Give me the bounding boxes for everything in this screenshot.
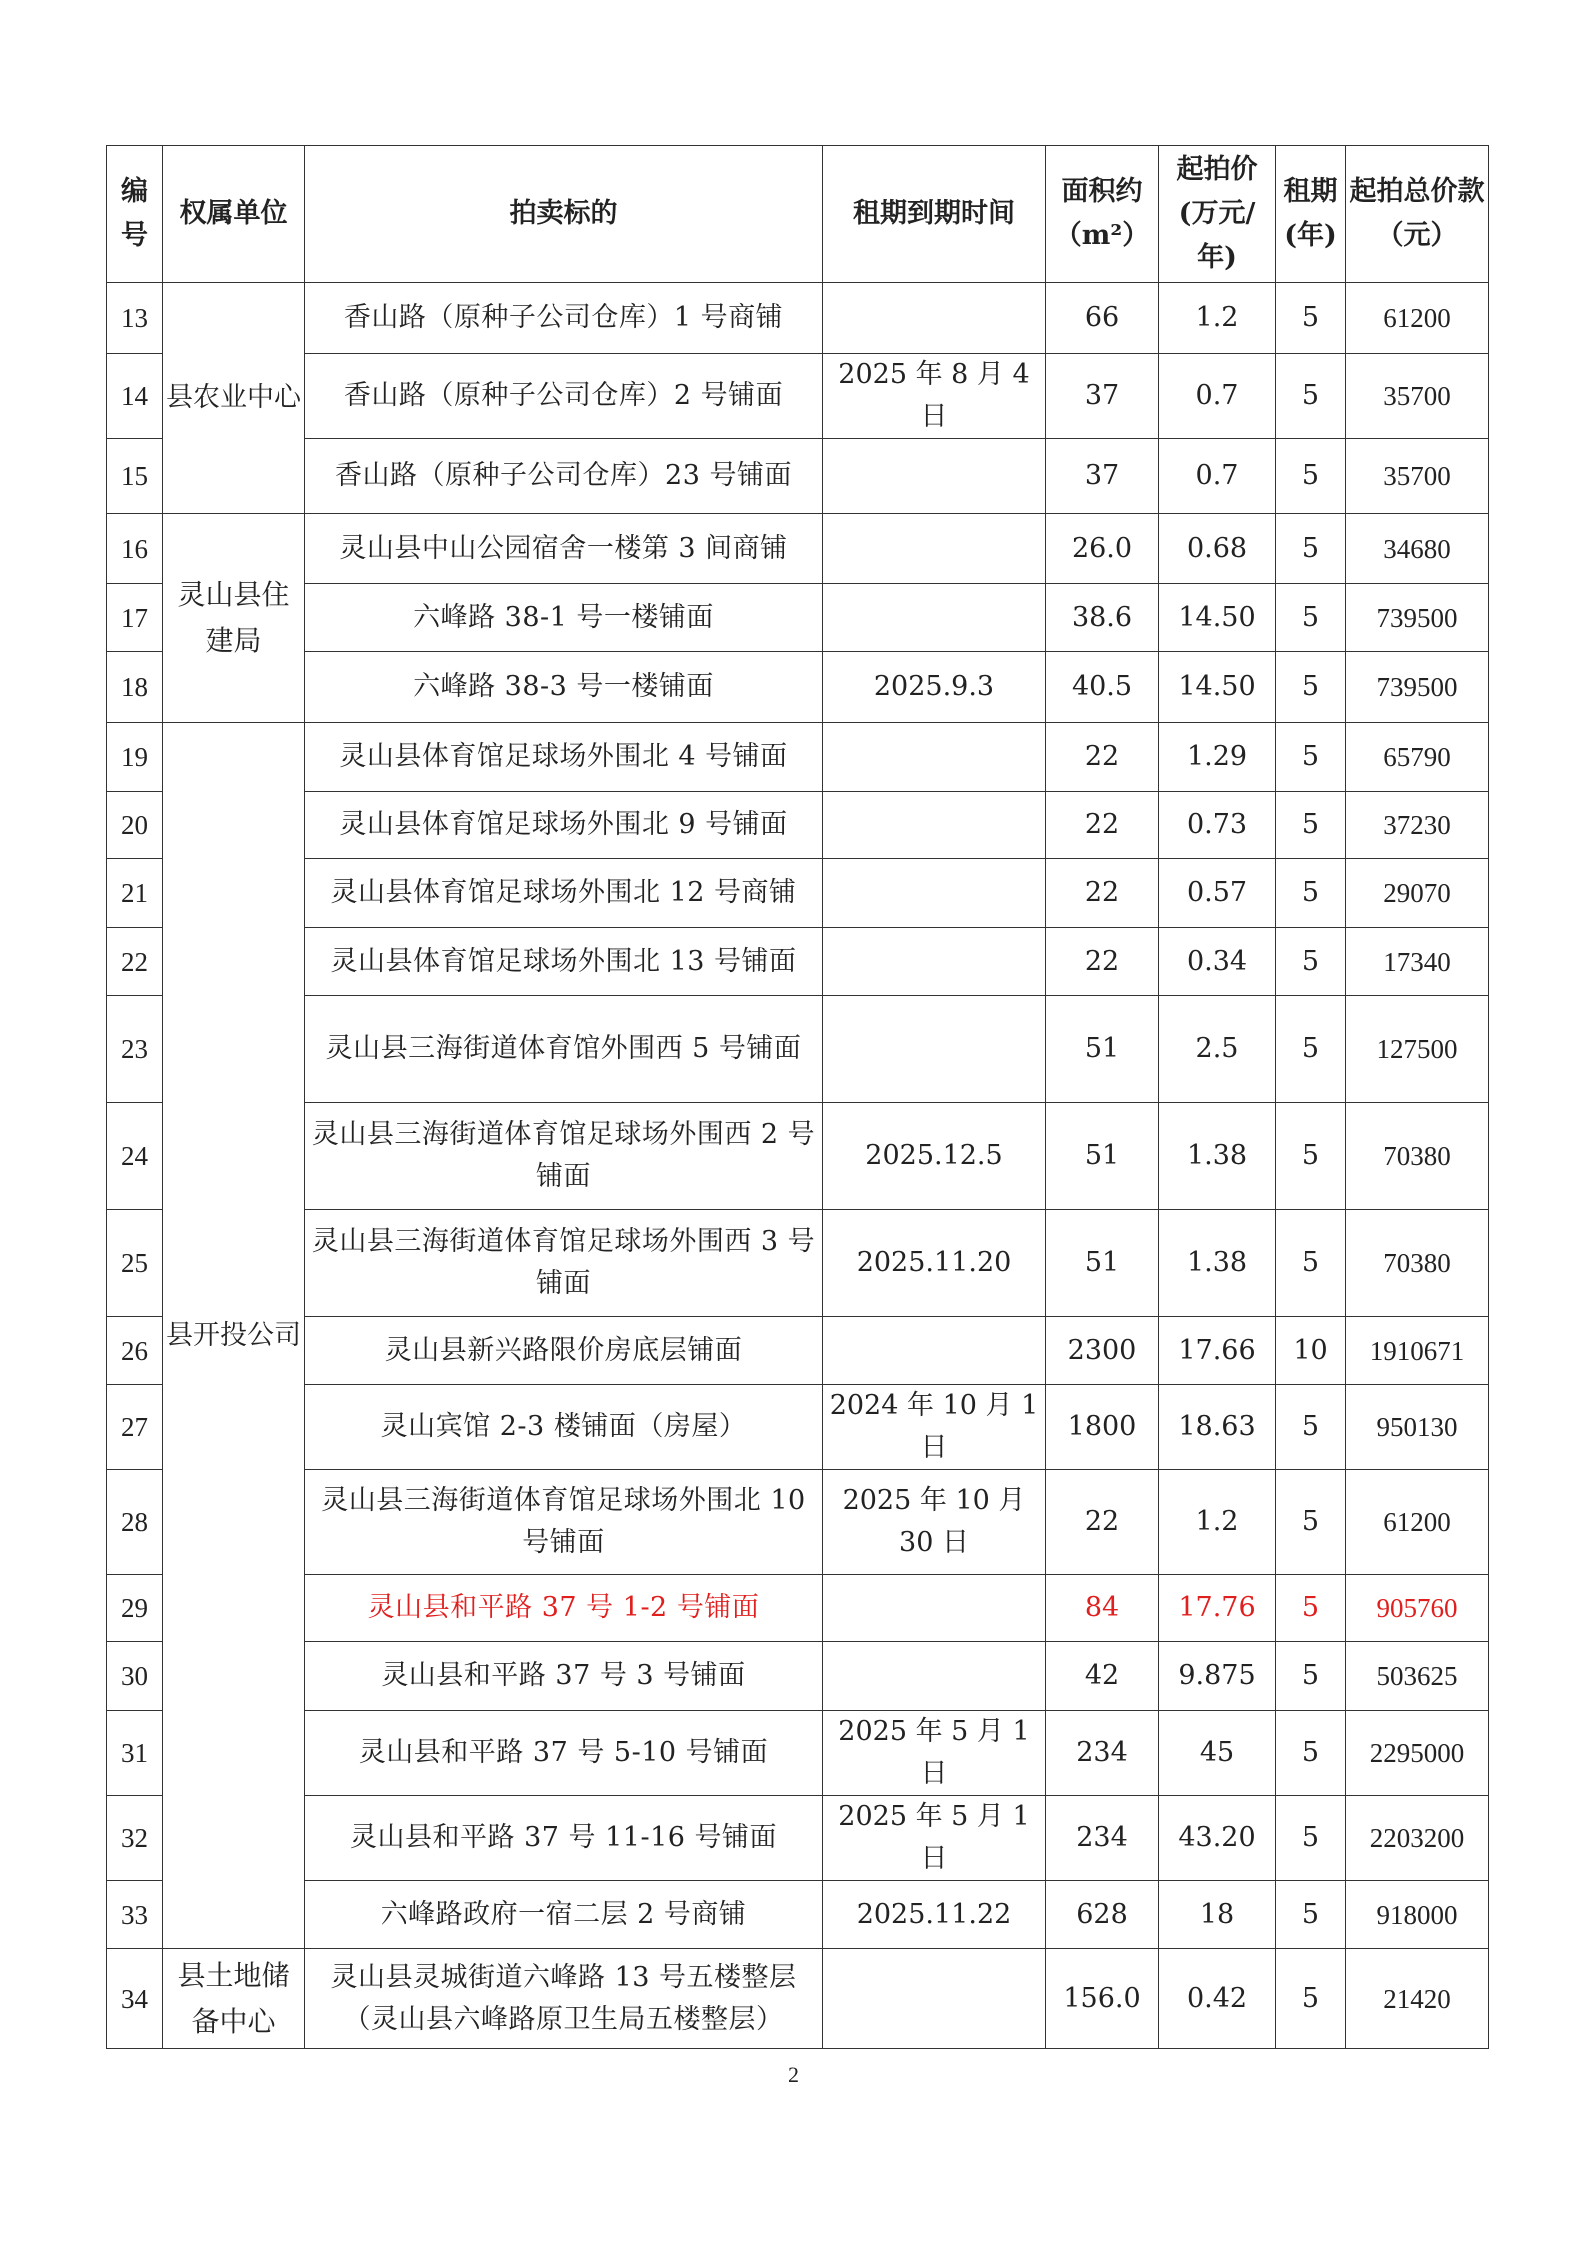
- total-price-cell: 34680: [1346, 514, 1489, 584]
- table-row: [107, 859, 1489, 928]
- start-price-cell: 1.2: [1159, 283, 1276, 354]
- owner-unit-cell: 县开投公司: [163, 723, 305, 1949]
- auction-target-cell: 灵山县体育馆足球场外围北 13 号铺面: [305, 928, 823, 996]
- area-cell: 51: [1046, 1103, 1159, 1210]
- header-price: 起拍价(万元/年): [1159, 146, 1276, 283]
- auction-target-cell: 六峰路政府一宿二层 2 号商铺: [305, 1881, 823, 1949]
- area-cell: 66: [1046, 283, 1159, 354]
- area-cell: 26.0: [1046, 514, 1159, 584]
- area-cell: 2300: [1046, 1317, 1159, 1385]
- auction-target-cell: 灵山县三海街道体育馆足球场外围西 3 号铺面: [305, 1210, 823, 1317]
- lease-due-cell: 2025.12.5: [823, 1103, 1046, 1210]
- area-cell: 37: [1046, 354, 1159, 439]
- lease-term-cell: 5: [1276, 1642, 1346, 1711]
- area-cell: 37: [1046, 439, 1159, 514]
- row-no-cell: 23: [107, 996, 163, 1103]
- table-row: [107, 584, 1489, 652]
- auction-target-cell: 灵山县灵城街道六峰路 13 号五楼整层（灵山县六峰路原卫生局五楼整层）: [305, 1949, 823, 2049]
- auction-target-cell: 灵山县体育馆足球场外围北 12 号商铺: [305, 859, 823, 928]
- lease-term-cell: 5: [1276, 1210, 1346, 1317]
- auction-table: [106, 145, 1489, 2049]
- lease-due-cell: [823, 283, 1046, 354]
- row-no-cell: 25: [107, 1210, 163, 1317]
- table-row: [107, 1881, 1489, 1949]
- auction-table-container: [106, 145, 1488, 2038]
- row-no-cell: 31: [107, 1711, 163, 1796]
- total-price-cell: 70380: [1346, 1210, 1489, 1317]
- auction-target-cell: 灵山县体育馆足球场外围北 4 号铺面: [305, 723, 823, 792]
- area-cell: 51: [1046, 1210, 1159, 1317]
- table-row: [107, 1470, 1489, 1575]
- total-price-cell: 739500: [1346, 652, 1489, 723]
- total-price-cell: 61200: [1346, 283, 1489, 354]
- auction-target-cell: 灵山县三海街道体育馆足球场外围西 2 号铺面: [305, 1103, 823, 1210]
- area-cell: 22: [1046, 792, 1159, 859]
- row-no-cell: 24: [107, 1103, 163, 1210]
- row-no-cell: 30: [107, 1642, 163, 1711]
- total-price-cell: 35700: [1346, 354, 1489, 439]
- auction-target-cell: 灵山县和平路 37 号 11-16 号铺面: [305, 1796, 823, 1881]
- lease-due-cell: [823, 439, 1046, 514]
- table-row: [107, 1949, 1489, 2049]
- table-row: [107, 652, 1489, 723]
- row-no-cell: 26: [107, 1317, 163, 1385]
- lease-due-cell: [823, 996, 1046, 1103]
- auction-target-cell: 灵山县和平路 37 号 5-10 号铺面: [305, 1711, 823, 1796]
- lease-term-cell: 5: [1276, 1385, 1346, 1470]
- header-due-date: 租期到期时间: [823, 146, 1046, 283]
- owner-unit-cell: 灵山县住建局: [163, 514, 305, 723]
- total-price-cell: 65790: [1346, 723, 1489, 792]
- auction-target-cell: 灵山县体育馆足球场外围北 9 号铺面: [305, 792, 823, 859]
- lease-term-cell: 5: [1276, 1949, 1346, 2049]
- row-no-cell: 15: [107, 439, 163, 514]
- table-row: [107, 1642, 1489, 1711]
- area-cell: 38.6: [1046, 584, 1159, 652]
- total-price-cell: 503625: [1346, 1642, 1489, 1711]
- lease-due-cell: [823, 1575, 1046, 1642]
- lease-due-cell: 2025.11.22: [823, 1881, 1046, 1949]
- lease-term-cell: 5: [1276, 928, 1346, 996]
- lease-due-cell: 2025 年 10 月 30 日: [823, 1470, 1046, 1575]
- start-price-cell: 1.38: [1159, 1210, 1276, 1317]
- auction-target-cell: 六峰路 38-1 号一楼铺面: [305, 584, 823, 652]
- start-price-cell: 1.38: [1159, 1103, 1276, 1210]
- header-owner: 权属单位: [163, 146, 305, 283]
- total-price-cell: 17340: [1346, 928, 1489, 996]
- auction-target-cell: 香山路（原种子公司仓库）2 号铺面: [305, 354, 823, 439]
- header-target: 拍卖标的: [305, 146, 823, 283]
- table-row: [107, 792, 1489, 859]
- row-no-cell: 19: [107, 723, 163, 792]
- auction-target-cell: 香山路（原种子公司仓库）1 号商铺: [305, 283, 823, 354]
- lease-due-cell: 2025 年 8 月 4 日: [823, 354, 1046, 439]
- total-price-cell: 905760: [1346, 1575, 1489, 1642]
- table-row: [107, 1575, 1489, 1642]
- lease-term-cell: 5: [1276, 859, 1346, 928]
- table-row: [107, 996, 1489, 1103]
- area-cell: 234: [1046, 1711, 1159, 1796]
- lease-term-cell: 5: [1276, 354, 1346, 439]
- total-price-cell: 61200: [1346, 1470, 1489, 1575]
- total-price-cell: 35700: [1346, 439, 1489, 514]
- lease-term-cell: 5: [1276, 514, 1346, 584]
- start-price-cell: 14.50: [1159, 584, 1276, 652]
- row-no-cell: 27: [107, 1385, 163, 1470]
- auction-target-cell: 灵山县新兴路限价房底层铺面: [305, 1317, 823, 1385]
- start-price-cell: 0.7: [1159, 354, 1276, 439]
- lease-due-cell: 2024 年 10 月 1 日: [823, 1385, 1046, 1470]
- start-price-cell: 0.42: [1159, 1949, 1276, 2049]
- auction-target-cell: 灵山县中山公园宿舍一楼第 3 间商铺: [305, 514, 823, 584]
- start-price-cell: 2.5: [1159, 996, 1276, 1103]
- lease-due-cell: [823, 928, 1046, 996]
- row-no-cell: 18: [107, 652, 163, 723]
- total-price-cell: 2295000: [1346, 1711, 1489, 1796]
- lease-due-cell: 2025.11.20: [823, 1210, 1046, 1317]
- table-row: [107, 1796, 1489, 1881]
- row-no-cell: 34: [107, 1949, 163, 2049]
- lease-term-cell: 5: [1276, 1711, 1346, 1796]
- area-cell: 40.5: [1046, 652, 1159, 723]
- start-price-cell: 18: [1159, 1881, 1276, 1949]
- lease-term-cell: 5: [1276, 1470, 1346, 1575]
- lease-due-cell: [823, 792, 1046, 859]
- lease-term-cell: 10: [1276, 1317, 1346, 1385]
- area-cell: 234: [1046, 1796, 1159, 1881]
- row-no-cell: 33: [107, 1881, 163, 1949]
- table-row: [107, 283, 1489, 354]
- total-price-cell: 2203200: [1346, 1796, 1489, 1881]
- lease-term-cell: 5: [1276, 283, 1346, 354]
- lease-due-cell: [823, 1642, 1046, 1711]
- page-number: 2: [788, 2062, 799, 2087]
- row-no-cell: 16: [107, 514, 163, 584]
- area-cell: 22: [1046, 928, 1159, 996]
- auction-target-cell: 灵山县和平路 37 号 3 号铺面: [305, 1642, 823, 1711]
- header-term: 租期(年): [1276, 146, 1346, 283]
- lease-due-cell: [823, 1949, 1046, 2049]
- start-price-cell: 0.7: [1159, 439, 1276, 514]
- table-row: [107, 1103, 1489, 1210]
- start-price-cell: 9.875: [1159, 1642, 1276, 1711]
- start-price-cell: 45: [1159, 1711, 1276, 1796]
- total-price-cell: 950130: [1346, 1385, 1489, 1470]
- area-cell: 42: [1046, 1642, 1159, 1711]
- table-row: [107, 1711, 1489, 1796]
- area-cell: 156.0: [1046, 1949, 1159, 2049]
- lease-term-cell: 5: [1276, 996, 1346, 1103]
- header-row: [107, 146, 1489, 283]
- auction-target-cell: 六峰路 38-3 号一楼铺面: [305, 652, 823, 723]
- start-price-cell: 0.68: [1159, 514, 1276, 584]
- row-no-cell: 13: [107, 283, 163, 354]
- start-price-cell: 14.50: [1159, 652, 1276, 723]
- start-price-cell: 0.57: [1159, 859, 1276, 928]
- owner-unit-cell: 县土地储备中心: [163, 1949, 305, 2049]
- area-cell: 1800: [1046, 1385, 1159, 1470]
- owner-unit-cell: 县农业中心: [163, 283, 305, 514]
- row-no-cell: 21: [107, 859, 163, 928]
- area-cell: 22: [1046, 1470, 1159, 1575]
- lease-due-cell: [823, 584, 1046, 652]
- row-no-cell: 32: [107, 1796, 163, 1881]
- table-row: [107, 928, 1489, 996]
- row-no-cell: 29: [107, 1575, 163, 1642]
- lease-term-cell: 5: [1276, 1103, 1346, 1210]
- total-price-cell: 21420: [1346, 1949, 1489, 2049]
- area-cell: 51: [1046, 996, 1159, 1103]
- table-row: [107, 1210, 1489, 1317]
- lease-term-cell: 5: [1276, 1796, 1346, 1881]
- lease-term-cell: 5: [1276, 584, 1346, 652]
- auction-target-cell: 灵山宾馆 2-3 楼铺面（房屋）: [305, 1385, 823, 1470]
- lease-due-cell: [823, 723, 1046, 792]
- table-row: [107, 723, 1489, 792]
- start-price-cell: 1.2: [1159, 1470, 1276, 1575]
- total-price-cell: 739500: [1346, 584, 1489, 652]
- lease-term-cell: 5: [1276, 1881, 1346, 1949]
- header-total: 起拍总价款（元）: [1346, 146, 1489, 283]
- row-no-cell: 14: [107, 354, 163, 439]
- lease-due-cell: 2025 年 5 月 1 日: [823, 1796, 1046, 1881]
- table-row: [107, 354, 1489, 439]
- auction-target-cell: 灵山县三海街道体育馆足球场外围北 10 号铺面: [305, 1470, 823, 1575]
- total-price-cell: 70380: [1346, 1103, 1489, 1210]
- start-price-cell: 43.20: [1159, 1796, 1276, 1881]
- total-price-cell: 127500: [1346, 996, 1489, 1103]
- row-no-cell: 17: [107, 584, 163, 652]
- area-cell: 628: [1046, 1881, 1159, 1949]
- total-price-cell: 29070: [1346, 859, 1489, 928]
- auction-target-cell: 灵山县和平路 37 号 1-2 号铺面: [305, 1575, 823, 1642]
- table-row: [107, 514, 1489, 584]
- lease-due-cell: [823, 1317, 1046, 1385]
- lease-due-cell: 2025 年 5 月 1 日: [823, 1711, 1046, 1796]
- area-cell: 22: [1046, 723, 1159, 792]
- total-price-cell: 37230: [1346, 792, 1489, 859]
- header-no: 编号: [107, 146, 163, 283]
- lease-term-cell: 5: [1276, 439, 1346, 514]
- total-price-cell: 918000: [1346, 1881, 1489, 1949]
- table-row: [107, 1317, 1489, 1385]
- start-price-cell: 1.29: [1159, 723, 1276, 792]
- start-price-cell: 0.73: [1159, 792, 1276, 859]
- lease-term-cell: 5: [1276, 1575, 1346, 1642]
- area-cell: 84: [1046, 1575, 1159, 1642]
- auction-target-cell: 香山路（原种子公司仓库）23 号铺面: [305, 439, 823, 514]
- auction-target-cell: 灵山县三海街道体育馆外围西 5 号铺面: [305, 996, 823, 1103]
- start-price-cell: 0.34: [1159, 928, 1276, 996]
- lease-due-cell: [823, 514, 1046, 584]
- table-row: [107, 439, 1489, 514]
- header-area: 面积约（m²）: [1046, 146, 1159, 283]
- start-price-cell: 17.76: [1159, 1575, 1276, 1642]
- lease-term-cell: 5: [1276, 792, 1346, 859]
- start-price-cell: 18.63: [1159, 1385, 1276, 1470]
- table-row: [107, 1385, 1489, 1470]
- row-no-cell: 22: [107, 928, 163, 996]
- lease-term-cell: 5: [1276, 652, 1346, 723]
- lease-due-cell: 2025.9.3: [823, 652, 1046, 723]
- area-cell: 22: [1046, 859, 1159, 928]
- row-no-cell: 20: [107, 792, 163, 859]
- total-price-cell: 1910671: [1346, 1317, 1489, 1385]
- lease-due-cell: [823, 859, 1046, 928]
- row-no-cell: 28: [107, 1470, 163, 1575]
- lease-term-cell: 5: [1276, 723, 1346, 792]
- start-price-cell: 17.66: [1159, 1317, 1276, 1385]
